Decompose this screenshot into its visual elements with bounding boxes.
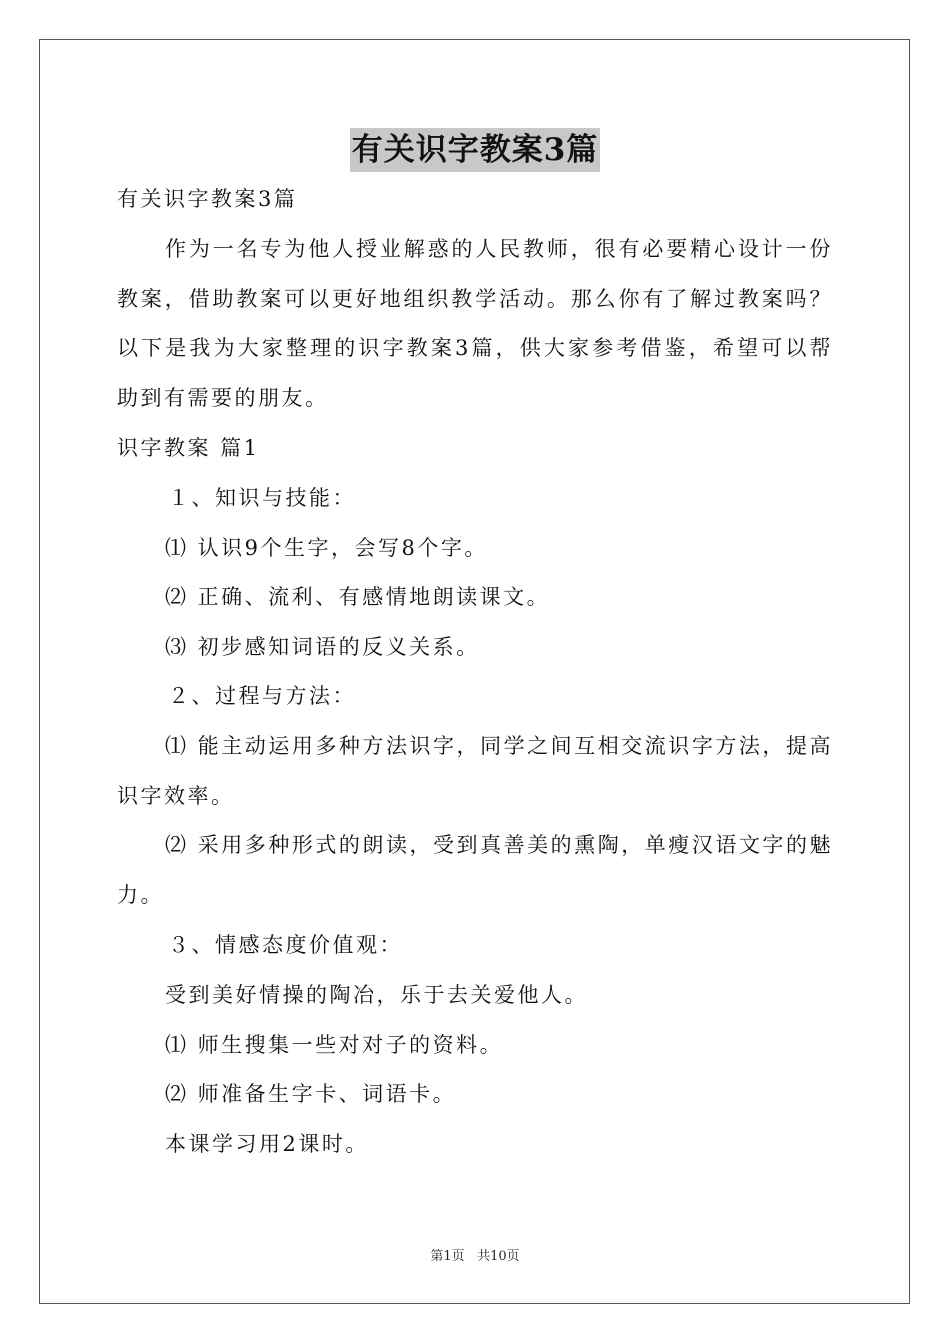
prep-item-2: ⑵ 师准备生字卡、词语卡。 [165, 1082, 457, 1106]
footer-page-number: 第1页 [430, 1249, 465, 1264]
knowledge-item-1: ⑴ 认识9个生字，会写8个字。 [165, 536, 488, 560]
emotion-item-1: 受到美好情操的陶冶，乐于去关爱他人。 [165, 983, 588, 1007]
knowledge-item-3: ⑶ 初步感知词语的反义关系。 [165, 635, 480, 659]
process-heading: ２、过程与方法： [168, 684, 356, 708]
emotion-heading: ３、情感态度价值观： [168, 933, 403, 957]
document-title: 有关识字教案3篇 [350, 128, 601, 172]
footer-total-pages: 共10页 [477, 1249, 520, 1264]
knowledge-item-2: ⑵ 正确、流利、有感情地朗读课文。 [165, 585, 551, 609]
intro-paragraph: 作为一名专为他人授业解惑的人民教师，很有必要精心设计一份教案，借助教案可以更好地组织教学活动。那么你有了解过教案吗？以下是我为大家整理的识字教案3篇，供大家参考借鉴，希望可以帮助到有需要的朋友。 [117, 237, 833, 410]
document-subtitle: 有关识字教案3篇 [117, 187, 298, 211]
title-container [0, 128, 950, 172]
process-item-2: ⑵ 采用多种形式的朗读，受到真善美的熏陶，单瘦汉语文字的魅力。 [117, 833, 833, 907]
prep-item-1: ⑴ 师生搜集一些对对子的资料。 [165, 1033, 504, 1057]
section-heading: 识字教案 篇1 [117, 436, 260, 460]
page-footer [0, 1247, 950, 1267]
knowledge-heading: １、知识与技能： [168, 486, 356, 510]
process-item-1: ⑴ 能主动运用多种方法识字，同学之间互相交流识字方法，提高识字效率。 [117, 734, 833, 808]
class-hours: 本课学习用2课时。 [165, 1132, 369, 1156]
